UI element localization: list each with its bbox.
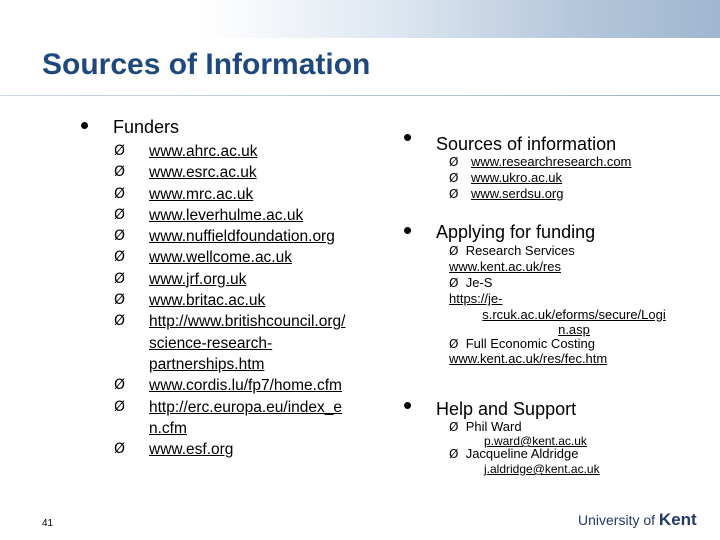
funder-link[interactable]: http://erc.europa.eu/index_e	[149, 398, 343, 416]
arrow-bullet-icon: Ø	[114, 270, 126, 287]
arrow-bullet-icon: Ø	[114, 164, 126, 181]
arrow-bullet-icon: Ø	[114, 206, 126, 223]
arrow-bullet-icon: Ø	[114, 398, 126, 415]
funder-item	[114, 439, 384, 460]
funder-link[interactable]: partnerships.htm	[149, 355, 265, 373]
funder-link[interactable]: http://www.britishcouncil.org/	[149, 313, 346, 331]
contact2-email-wrap	[484, 462, 600, 476]
source-item	[449, 154, 709, 170]
source-item	[449, 170, 709, 186]
funder-link[interactable]: www.cordis.lu/fp7/home.cfm	[149, 377, 342, 395]
research-services-link-wrap	[449, 259, 561, 275]
funder-link[interactable]: www.leverhulme.ac.uk	[149, 206, 304, 224]
arrow-bullet-icon: Ø	[114, 377, 126, 394]
funder-item	[114, 247, 384, 268]
header-gradient-band	[0, 0, 720, 38]
university-logo	[578, 510, 697, 530]
contact1-name: Phil Ward	[465, 419, 522, 434]
funder-link[interactable]: www.jrf.org.uk	[149, 270, 247, 288]
funder-link[interactable]: n.cfm	[149, 419, 187, 437]
funder-link[interactable]: www.mrc.ac.uk	[149, 185, 254, 203]
funder-item	[114, 397, 384, 440]
funder-item	[114, 205, 384, 226]
help-heading: Help and Support	[436, 399, 577, 419]
sources-heading: Sources of information	[436, 134, 617, 154]
fec-link[interactable]: www.kent.ac.uk/res/fec.htm	[449, 351, 608, 366]
arrow-bullet-icon: Ø	[114, 249, 126, 266]
bullet-help: •	[403, 390, 413, 420]
funder-item	[114, 269, 384, 290]
contact2-name: Jacqueline Aldridge	[465, 446, 579, 461]
arrow-bullet-icon: Ø	[449, 187, 459, 201]
arrow-bullet-icon: Ø	[114, 441, 126, 458]
contact1-item: Ø Phil Ward	[449, 419, 522, 434]
arrow-bullet-icon: Ø	[114, 228, 126, 245]
source-item	[449, 186, 709, 202]
contact1-email-link[interactable]: p.ward@kent.ac.uk	[484, 434, 587, 448]
funder-item	[114, 290, 384, 311]
slide-title: Sources of Information	[42, 48, 371, 81]
bullet-funding: •	[403, 215, 413, 245]
funder-item	[114, 184, 384, 205]
funder-link[interactable]: www.britac.ac.uk	[149, 292, 266, 310]
jes-link-line-1[interactable]: https://je-	[449, 291, 503, 306]
jes-link-line-2[interactable]: s.rcuk.ac.uk/eforms/secure/Logi	[482, 306, 666, 322]
jes-item: Ø Je-S	[449, 275, 493, 290]
bullet-funders: •	[80, 110, 90, 140]
funder-item	[114, 162, 384, 183]
funder-link[interactable]: www.wellcome.ac.uk	[149, 249, 292, 267]
arrow-bullet-icon: Ø	[449, 155, 459, 169]
arrow-bullet-icon: Ø	[114, 185, 126, 202]
arrow-bullet-icon: Ø	[449, 171, 459, 185]
funders-list	[114, 141, 384, 460]
research-services-label: Research Services	[465, 243, 575, 258]
arrow-bullet-icon: Ø	[114, 292, 126, 309]
funders-heading: Funders	[113, 117, 180, 137]
funder-item	[114, 226, 384, 247]
funder-item	[114, 375, 384, 396]
funder-item	[114, 311, 384, 375]
funder-link[interactable]: www.esf.org	[149, 441, 234, 459]
title-divider	[0, 95, 720, 96]
arrow-bullet-icon: Ø	[114, 313, 126, 330]
contact2-email-link[interactable]: j.aldridge@kent.ac.uk	[484, 462, 600, 476]
fec-link-wrap	[449, 351, 607, 367]
logo-prefix: University of	[578, 512, 656, 528]
fec-item: Ø Full Economic Costing	[449, 336, 596, 351]
jes-link-wrap	[449, 291, 699, 338]
funding-heading: Applying for funding	[436, 222, 596, 242]
jes-label: Je-S	[465, 275, 493, 290]
source-link[interactable]: www.ukro.ac.uk	[471, 170, 563, 185]
funder-link[interactable]: science-research-	[149, 334, 273, 352]
research-services-link[interactable]: www.kent.ac.uk/res	[449, 259, 561, 274]
arrow-bullet-icon: Ø	[114, 143, 126, 159]
source-link[interactable]: www.researchresearch.com	[471, 154, 632, 169]
page-number: 41	[42, 518, 54, 529]
bullet-sources: •	[403, 122, 413, 152]
funder-link[interactable]: www.esrc.ac.uk	[149, 164, 257, 182]
fec-label: Full Economic Costing	[465, 336, 596, 351]
funder-item	[114, 141, 384, 162]
jes-link-line-3[interactable]: n.asp	[558, 322, 590, 337]
contact2-item: Ø Jacqueline Aldridge	[449, 446, 579, 461]
research-services-item: Ø Research Services	[449, 243, 575, 258]
funder-link[interactable]: www.nuffieldfoundation.org	[149, 228, 335, 246]
logo-name: Kent	[658, 510, 697, 529]
funder-link[interactable]: www.ahrc.ac.uk	[149, 143, 258, 160]
source-link[interactable]: www.serdsu.org	[471, 186, 564, 201]
sources-list	[449, 154, 709, 202]
